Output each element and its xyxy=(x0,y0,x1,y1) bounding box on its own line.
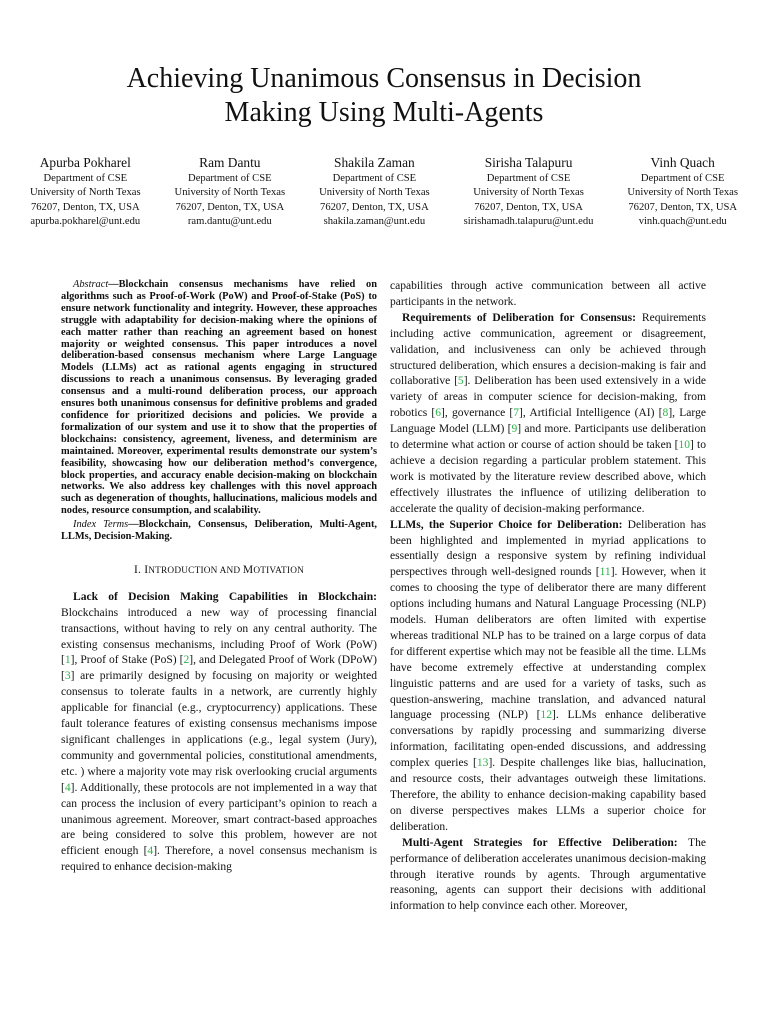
paragraph-heading: LLMs, the Superior Choice for Deliberation: xyxy=(390,518,623,531)
title-line-1: Achieving Unanimous Consensus in Decision xyxy=(126,63,642,94)
author-dept: Department of CSE xyxy=(640,173,725,184)
author-univ: University of North Texas xyxy=(30,187,141,199)
citation-link[interactable]: 1 xyxy=(64,654,71,667)
citation-link[interactable]: 13 xyxy=(476,757,489,770)
left-column xyxy=(61,279,377,876)
author-address: 76207, Denton, TX, USA xyxy=(474,201,583,213)
index-terms-text: —Blockchain, Consensus, Deliberation, Multi-Agent, LLMs, Decision-Making. xyxy=(61,519,377,543)
author-univ: University of North Texas xyxy=(174,187,286,199)
abstract xyxy=(61,279,377,517)
author-univ: University of North Texas xyxy=(473,187,584,199)
author-univ: University of North Texas xyxy=(627,187,738,199)
author-address: 76207, Denton, TX, USA xyxy=(175,201,285,213)
paragraph-lack-of-decision: Lack of Decision Making Capabilities in Blockchain: Blockchains introduced a new way of processing financial transactions, without having to rely on any central authority. The existing consensus mechanisms, including Proof of Work (PoW) [1], Proof of Stake (PoS) [2], and Delegated Proof of Work (DPoW) [3] are primarily designed by focusing on majority or weighted consensus to tolerate faults in a network, are currently highly applicable for financial (e.g., cryptocurrency) applications. These fault tolerance features of existing consensus mechanisms impose significant challenges in applications (e.g., legal system (Jury), community and governmental policies, constitutional amendments, etc. ) where a majority vote may risk overlooking crucial arguments [4]. Additionally, these protocols are not implemented in a way that can process the inclusion of every participant’s opinion to reach a unanimous agreement. Moreover, smart contract-based approaches are being considered to solve this problem, however are not efficient enough [4]. Therefore, a novel consensus mechanism is required to enhance decision-making xyxy=(61,590,377,874)
author-list xyxy=(30,154,738,229)
author-block xyxy=(175,154,286,229)
author-email: vinh.quach@unt.edu xyxy=(638,215,727,227)
author-name: Ram Dantu xyxy=(199,155,261,170)
abstract-label: Abstract xyxy=(73,279,109,290)
citation-link[interactable]: 7 xyxy=(513,407,520,420)
citation-link[interactable]: 2 xyxy=(183,654,190,667)
right-column xyxy=(390,279,706,915)
citation-link[interactable]: 9 xyxy=(511,423,518,436)
paragraph-multi-agent: Multi-Agent Strategies for Effective Deliberation: The performance of deliberation accelerates unanimous decision-making through iterative rounds by agents. Through argumentative reasoning, agents can support their decisions with additional information to help convince each other. Moreover, xyxy=(390,836,706,913)
author-email: ram.dantu@unt.edu xyxy=(187,215,272,227)
abstract-text: —Blockchain consensus mechanisms have relied on algorithms such as Proof-of-Work (PoW) and Proof-of-Stake (PoS) to ensure network functionality and integrity. However, these approaches struggle with adaptability for decision-making where the opinions of each matter rather than reaching an agreement based on honest majority or weighted consensus. This paper introduces a novel deliberation-based consensus mechanism where Large Language Models (LLMs) act as rational agents engaging in structured discussions to reach a unanimous consensus. By leveraging graded consensus and a multi-round deliberation process, our approach ensures both unanimous consensus for definitive problems and graded confidence for prioritized decisions and policies. We provide a formalization of our system and use it to show that the properties of blockchains: consistency, agreement, liveness, and determinism are maintained. Moreover, experimental results demonstrate our system’s feasibility, showcasing how our deliberation method’s convergence, block properties, and accuracy enable decision-making on blockchain networks. We also address key challenges with this novel approach such as degeneration of thoughts, hallucinations, malicious models and nodes, resource consumption, and scalability. xyxy=(61,279,377,517)
author-block xyxy=(319,154,430,229)
citation-link[interactable]: 10 xyxy=(678,439,691,452)
paper-title xyxy=(40,62,728,130)
author-name: Apurba Pokharel xyxy=(39,155,131,170)
citation-link[interactable]: 6 xyxy=(435,407,442,420)
author-email: sirishamadh.talapuru@unt.edu xyxy=(463,215,594,227)
author-univ: University of North Texas xyxy=(319,187,430,199)
author-dept: Department of CSE xyxy=(43,173,128,184)
author-name: Shakila Zaman xyxy=(334,155,415,170)
index-terms-label: Index Terms xyxy=(73,519,129,531)
index-terms xyxy=(61,519,377,543)
author-block xyxy=(464,154,594,229)
section-heading: I. INTRODUCTION AND MOTIVATION xyxy=(133,563,305,576)
author-email: apurba.pokharel@unt.edu xyxy=(30,215,141,227)
paragraph-heading: Multi-Agent Strategies for Effective Deliberation: xyxy=(402,836,678,849)
author-address: 76207, Denton, TX, USA xyxy=(628,201,738,213)
title-line-2: Making Using Multi-Agents xyxy=(224,97,544,128)
author-block xyxy=(30,154,141,229)
author-name: Sirisha Talapuru xyxy=(484,155,573,170)
author-dept: Department of CSE xyxy=(486,173,571,184)
author-block xyxy=(627,154,738,229)
author-dept: Department of CSE xyxy=(188,173,272,184)
citation-link[interactable]: 12 xyxy=(540,709,553,722)
citation-link[interactable]: 8 xyxy=(662,407,669,420)
citation-link[interactable]: 3 xyxy=(64,670,71,683)
paragraph-llms: LLMs, the Superior Choice for Deliberation: Deliberation has been highlighted and implemented in myriad applications to essentially design a responsive system by refining individual perspectives through well-designed rounds [11]. However, when it comes to choosing the type of deliberator there are many different options including humans and Natural Language Processing (NLP) models. Human deliberators are often limited with expertise whereas traditional NLP has to be trained on a large corpus of data for different expertise which may not be feasible all the time. LLMs have become extremely effective at understanding complex linguistic patterns and are used for a variety of tasks, such as question-answering, machine translation, and advanced natural language processing (NLP) [12]. LLMs enhance deliberative conversations by rapidly processing and summarizing diverse information, facilitating open-ended discussions, and addressing complex queries [13]. Despite challenges like bias, hallucination, and resource costs, their advantages outweigh these limitations. Therefore, the ability to enhance decision-making capability based on diverse perspectives makes LLMs a superior choice for deliberation. xyxy=(390,518,707,833)
citation-link[interactable]: 11 xyxy=(599,566,611,579)
paragraph-heading: Requirements of Deliberation for Consensus: xyxy=(402,311,637,324)
author-address: 76207, Denton, TX, USA xyxy=(30,201,140,213)
paragraph-continued: capabilities through active communication between all active participants in the network. xyxy=(390,280,706,308)
citation-link[interactable]: 4 xyxy=(147,845,154,858)
author-address: 76207, Denton, TX, USA xyxy=(320,201,429,213)
paragraph-requirements: Requirements of Deliberation for Consensus: Requirements including active communication, agreement or disagreement, validation, and inclusiveness can only be achieved through structured deliberation, which ensures a decision-making is fair and collaborative [5]. Deliberation has been used extensively in a wide variety of areas in computer science for decision-making, from robotics [6], governance [7], Artificial Intelligence (AI) [8], Large Language Model (LLM) [9] and more. Participants use deliberation to determine what action or course of action should be taken [10] to achieve a decision regarding a particular problem statement. This work is motivated by the literature review described above, which effectively illustrates the influence of utilizing deliberation to accelerate the quality of decision-making performance. xyxy=(390,311,706,515)
citation-link[interactable]: 4 xyxy=(64,781,71,794)
citation-link[interactable]: 5 xyxy=(457,375,464,388)
author-dept: Department of CSE xyxy=(332,173,417,184)
paragraph-heading: Lack of Decision Making Capabilities in Blockchain: xyxy=(73,590,377,603)
author-email: shakila.zaman@unt.edu xyxy=(323,215,426,227)
author-name: Vinh Quach xyxy=(650,155,715,170)
